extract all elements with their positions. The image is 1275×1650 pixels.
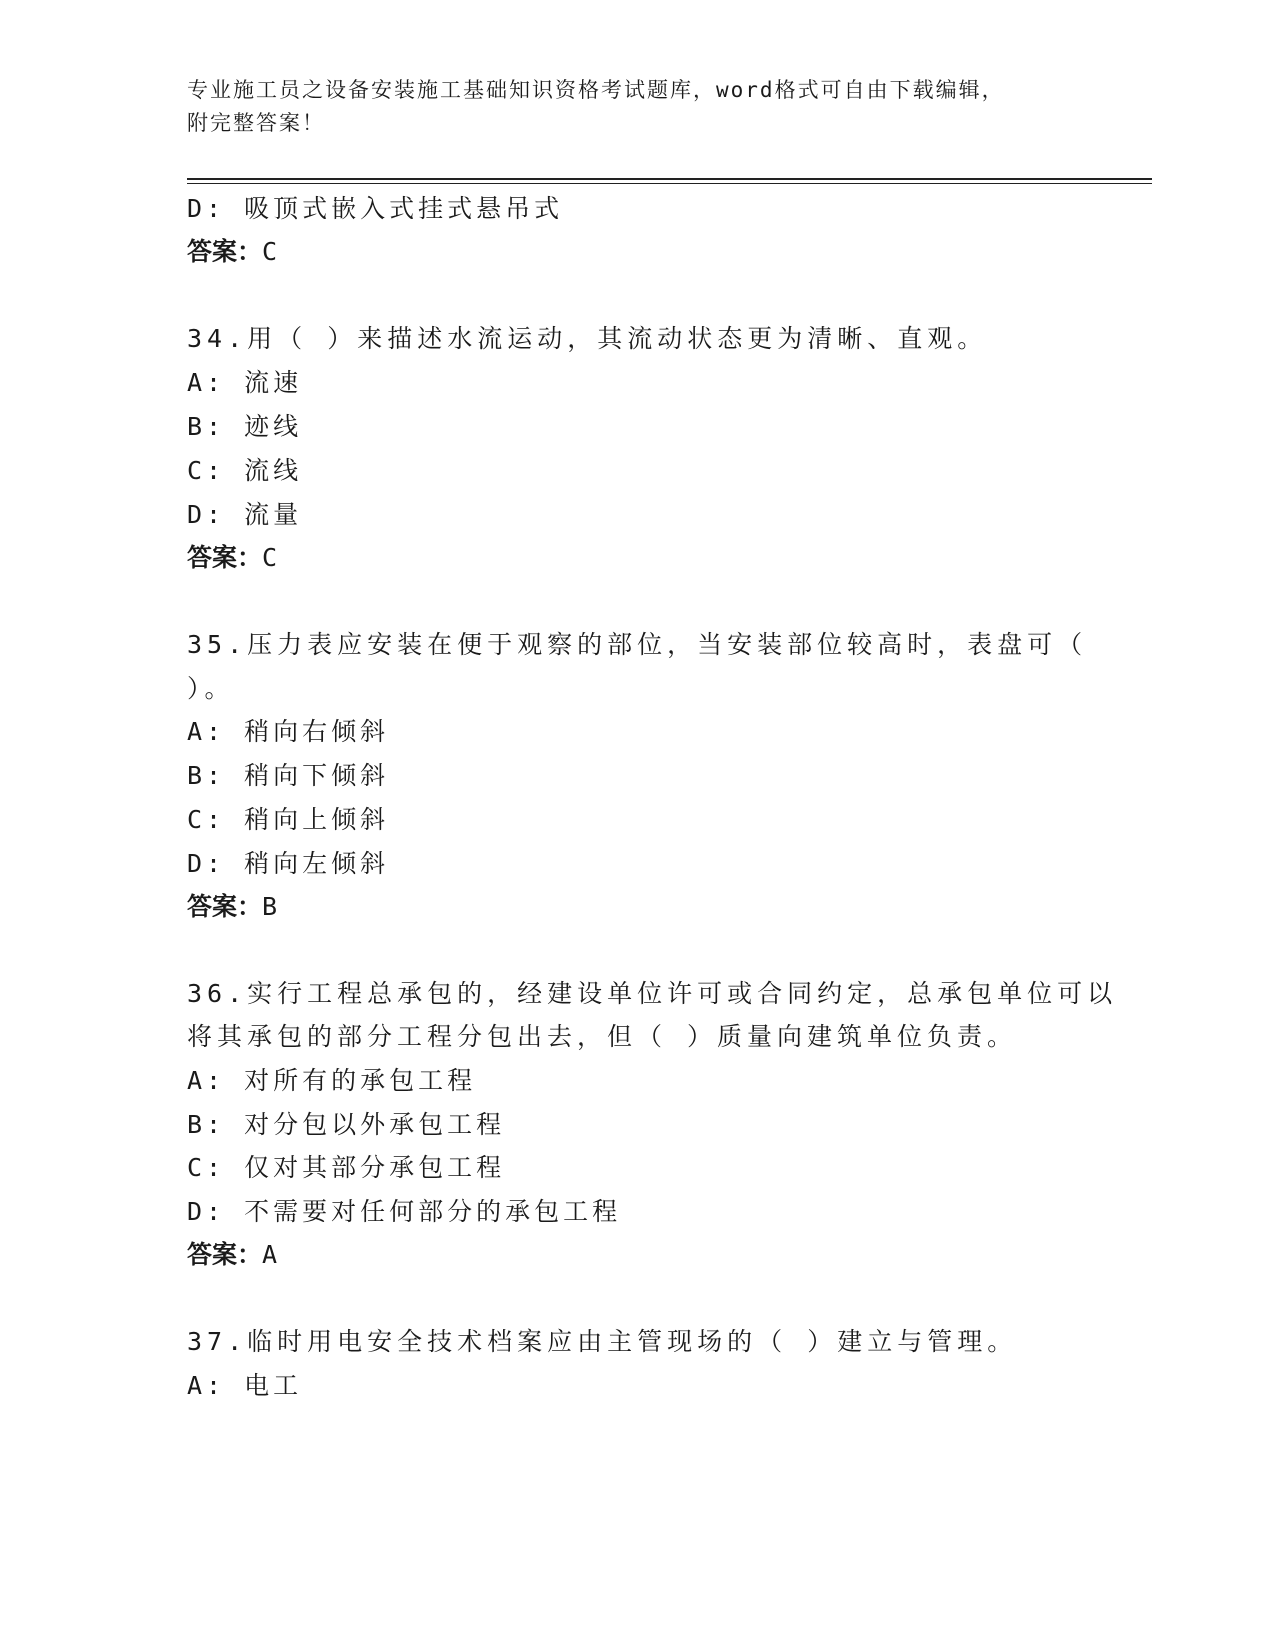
question-36-option-b: B: 对分包以外承包工程 (187, 1110, 506, 1139)
document-header (187, 74, 1087, 140)
answer-label: 答案： (187, 237, 263, 266)
answer-label: 答案： (187, 892, 263, 921)
question-36-answer (187, 1239, 277, 1271)
answer-value: B (262, 892, 278, 921)
header-title-line1: 专业施工员之设备安装施工基础知识资格考试题库，word格式可自由下载编辑， (187, 78, 1005, 102)
question-35-option-a: A: 稍向右倾斜 (187, 717, 390, 746)
question-34-option-d: D: 流量 (187, 500, 303, 529)
answer-value: A (262, 1240, 278, 1269)
question-37-stem: 37.临时用电安全技术档案应由主管现场的（ ）建立与管理。 (187, 1327, 1018, 1356)
question-36-option-a: A: 对所有的承包工程 (187, 1066, 477, 1095)
header-title-line2: 附完整答案！ (187, 111, 325, 135)
question-35-option-c: C: 稍向上倾斜 (187, 805, 390, 834)
header-divider-thick (187, 178, 1152, 180)
question-34-stem: 34.用（ ）来描述水流运动，其流动状态更为清晰、直观。 (187, 324, 988, 353)
question-36-option-c: C: 仅对其部分承包工程 (187, 1153, 506, 1182)
question-36-option-d: D: 不需要对任何部分的承包工程 (187, 1197, 622, 1226)
answer-label: 答案： (187, 543, 263, 572)
question-35-answer (187, 891, 277, 923)
header-divider-thin (187, 183, 1152, 184)
answer-label: 答案： (187, 1240, 263, 1269)
question-36-stem-line2: 将其承包的部分工程分包出去，但（ ）质量向建筑单位负责。 (187, 1022, 1018, 1051)
question-35-option-b: B: 稍向下倾斜 (187, 761, 390, 790)
question-34-option-a: A: 流速 (187, 368, 303, 397)
question-35-stem-line2: ）。 (187, 674, 235, 703)
question-37-option-a: A: 电工 (187, 1371, 303, 1400)
question-34-answer (187, 542, 277, 574)
question-34-option-b: B: 迹线 (187, 412, 303, 441)
question-35-stem-line1: 35.压力表应安装在便于观察的部位，当安装部位较高时，表盘可（ (187, 630, 1088, 659)
prev-answer (187, 236, 277, 268)
question-36-stem-line1: 36.实行工程总承包的，经建设单位许可或合同约定，总承包单位可以 (187, 979, 1118, 1008)
question-34-option-c: C: 流线 (187, 456, 303, 485)
answer-value: C (262, 543, 278, 572)
question-35-option-d: D: 稍向左倾斜 (187, 849, 390, 878)
answer-value: C (262, 237, 278, 266)
prev-option-d: D: 吸顶式嵌入式挂式悬吊式 (187, 194, 564, 223)
